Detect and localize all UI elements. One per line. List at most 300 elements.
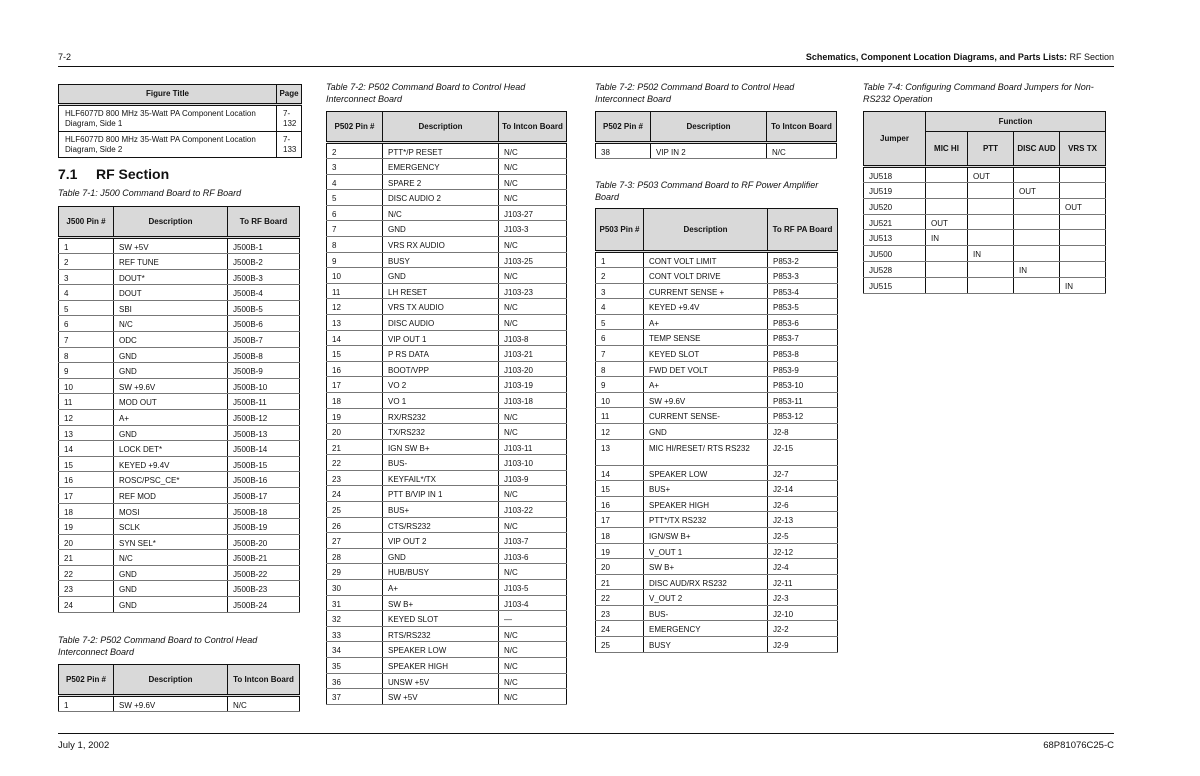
table-cell: 6 bbox=[327, 205, 383, 221]
table-cell: UNSW +5V bbox=[383, 673, 499, 689]
table-row bbox=[327, 626, 567, 642]
table-cell: — bbox=[499, 611, 567, 627]
table-cell: J2-4 bbox=[768, 559, 838, 575]
table-7-4-caption: Table 7-4: Configuring Command Board Jumpers for Non-RS232 Operation bbox=[863, 82, 1094, 104]
figures-header-title: Figure Title bbox=[59, 85, 277, 105]
table-cell: J2-11 bbox=[768, 574, 838, 590]
figures-header-page: Page bbox=[277, 85, 302, 105]
table-cell: HLF6077D 800 MHz 35-Watt PA Component Location Diagram, Side 1 bbox=[59, 105, 277, 132]
table-row bbox=[59, 597, 300, 613]
table-row bbox=[59, 409, 300, 425]
table-row bbox=[327, 595, 567, 611]
table-row bbox=[327, 548, 567, 564]
table-row bbox=[596, 590, 838, 606]
table-cell: J103-22 bbox=[499, 502, 567, 518]
table-cell: J2-8 bbox=[768, 423, 838, 439]
table-cell: ODC bbox=[114, 331, 228, 347]
table-cell: P853-3 bbox=[768, 268, 838, 284]
table-cell: BUSY bbox=[644, 637, 768, 653]
table-row bbox=[327, 346, 567, 362]
table-cell: N/C bbox=[499, 424, 567, 440]
table-cell: J103-3 bbox=[499, 221, 567, 237]
header-rule bbox=[58, 66, 1114, 67]
table-row bbox=[864, 198, 1106, 214]
table-cell: N/C bbox=[499, 564, 567, 580]
table-cell: SPEAKER LOW bbox=[383, 642, 499, 658]
table-cell: LOCK DET* bbox=[114, 441, 228, 457]
table-cell: A+ bbox=[383, 580, 499, 596]
table-cell: CURRENT SENSE + bbox=[644, 283, 768, 299]
table-cell: CONT VOLT DRIVE bbox=[644, 268, 768, 284]
table-row bbox=[59, 456, 300, 472]
table-row bbox=[59, 105, 302, 132]
table-cell: P RS DATA bbox=[383, 346, 499, 362]
table-cell: 26 bbox=[327, 517, 383, 533]
table-row bbox=[59, 238, 300, 254]
table-cell: CTS/RS232 bbox=[383, 517, 499, 533]
table-cell: SW +9.6V bbox=[114, 696, 228, 712]
table-row bbox=[596, 481, 838, 497]
running-header-section: RF Section bbox=[1069, 52, 1114, 62]
table-row bbox=[327, 486, 567, 502]
table-cell: J500B-22 bbox=[228, 565, 300, 581]
table-cell: 4 bbox=[59, 285, 114, 301]
table-7-2b-caption: Table 7-2: P502 Command Board to Control Head Interconnect Board bbox=[326, 82, 526, 104]
table-cell: 2 bbox=[596, 268, 644, 284]
table-cell: 1 bbox=[59, 238, 114, 254]
table-cell: VRS RX AUDIO bbox=[383, 236, 499, 252]
table-cell: A+ bbox=[114, 409, 228, 425]
table-cell: J500B-2 bbox=[228, 254, 300, 270]
table-cell: N/C bbox=[499, 190, 567, 206]
table-row bbox=[59, 331, 300, 347]
table-cell: J2-2 bbox=[768, 621, 838, 637]
table-cell: IGN/SW B+ bbox=[644, 527, 768, 543]
table-cell: J500B-14 bbox=[228, 441, 300, 457]
table-cell: 19 bbox=[59, 519, 114, 535]
table-cell: 11 bbox=[596, 408, 644, 424]
table-cell: 18 bbox=[327, 392, 383, 408]
table-cell: 18 bbox=[59, 503, 114, 519]
table-cell: RTS/RS232 bbox=[383, 626, 499, 642]
table-cell: 13 bbox=[59, 425, 114, 441]
table-row bbox=[59, 363, 300, 379]
table-row bbox=[596, 361, 838, 377]
table-cell: 5 bbox=[596, 314, 644, 330]
table-cell: 6 bbox=[59, 316, 114, 332]
table-cell: 2 bbox=[59, 254, 114, 270]
table-cell: N/C bbox=[499, 314, 567, 330]
table-7-2a-caption: Table 7-2: P502 Command Board to Control Head Interconnect Board bbox=[58, 635, 258, 657]
table-cell: FWD DET VOLT bbox=[644, 361, 768, 377]
table-cell: 16 bbox=[59, 472, 114, 488]
table-row bbox=[864, 214, 1106, 230]
table-row bbox=[327, 361, 567, 377]
table-cell: J500B-15 bbox=[228, 456, 300, 472]
table-7-2a-header-to: To Intcon Board bbox=[228, 665, 300, 696]
figures-table bbox=[58, 84, 302, 158]
table-cell: 8 bbox=[596, 361, 644, 377]
table-cell: IN bbox=[968, 246, 1014, 262]
table-cell bbox=[1014, 230, 1060, 246]
table-row bbox=[864, 246, 1106, 262]
table-cell: 8 bbox=[327, 236, 383, 252]
table-row bbox=[327, 236, 567, 252]
table-cell: 11 bbox=[59, 394, 114, 410]
table-cell: N/C bbox=[499, 174, 567, 190]
table-cell: N/C bbox=[499, 486, 567, 502]
table-cell: J500B-1 bbox=[228, 238, 300, 254]
table-cell: MOD OUT bbox=[114, 394, 228, 410]
table-row bbox=[596, 559, 838, 575]
table-row bbox=[327, 221, 567, 237]
table-row bbox=[59, 581, 300, 597]
table-7-3 bbox=[595, 208, 838, 653]
table-cell: 14 bbox=[59, 441, 114, 457]
table-cell: SBI bbox=[114, 300, 228, 316]
table-7-1-caption: Table 7-1: J500 Command Board to RF Board bbox=[58, 188, 242, 198]
table-cell: 3 bbox=[327, 159, 383, 175]
table-7-4-header-disc-aud: DISC AUD bbox=[1014, 132, 1060, 167]
table-cell: BOOT/VPP bbox=[383, 361, 499, 377]
table-cell: 14 bbox=[327, 330, 383, 346]
table-cell: BUS- bbox=[644, 605, 768, 621]
table-row bbox=[596, 299, 838, 315]
table-cell: J500B-4 bbox=[228, 285, 300, 301]
table-cell: J2-3 bbox=[768, 590, 838, 606]
table-cell: LH RESET bbox=[383, 283, 499, 299]
table-row bbox=[327, 299, 567, 315]
table-7-1-header-to: To RF Board bbox=[228, 207, 300, 238]
table-cell: J103-9 bbox=[499, 470, 567, 486]
table-cell: 33 bbox=[327, 626, 383, 642]
table-cell: 24 bbox=[59, 597, 114, 613]
table-cell: VRS TX AUDIO bbox=[383, 299, 499, 315]
table-cell: 12 bbox=[327, 299, 383, 315]
table-cell: TX/RS232 bbox=[383, 424, 499, 440]
table-row bbox=[59, 565, 300, 581]
table-cell: J103-11 bbox=[499, 439, 567, 455]
table-cell bbox=[1014, 214, 1060, 230]
table-cell: GND bbox=[114, 347, 228, 363]
table-cell: 17 bbox=[596, 512, 644, 528]
table-cell: TEMP SENSE bbox=[644, 330, 768, 346]
table-row bbox=[327, 470, 567, 486]
table-cell: 15 bbox=[596, 481, 644, 497]
table-row bbox=[59, 534, 300, 550]
table-row bbox=[59, 550, 300, 566]
table-cell: CURRENT SENSE- bbox=[644, 408, 768, 424]
table-cell: J500B-10 bbox=[228, 378, 300, 394]
table-7-1-header-pin: J500 Pin # bbox=[59, 207, 114, 238]
table-cell: GND bbox=[114, 597, 228, 613]
table-cell: PTT*/TX RS232 bbox=[644, 512, 768, 528]
table-cell: V_OUT 1 bbox=[644, 543, 768, 559]
table-cell: SW +9.6V bbox=[114, 378, 228, 394]
table-cell: N/C bbox=[499, 673, 567, 689]
table-cell: 19 bbox=[596, 543, 644, 559]
table-cell: OUT bbox=[1014, 183, 1060, 199]
table-cell: GND bbox=[114, 363, 228, 379]
table-cell: SW +9.6V bbox=[644, 392, 768, 408]
table-cell: 38 bbox=[596, 143, 651, 159]
table-7-4-header-vrs-tx: VRS TX bbox=[1060, 132, 1106, 167]
table-row bbox=[596, 439, 838, 465]
table-cell: 18 bbox=[596, 527, 644, 543]
table-row bbox=[327, 673, 567, 689]
table-cell: VO 1 bbox=[383, 392, 499, 408]
table-row bbox=[327, 174, 567, 190]
table-cell: 11 bbox=[327, 283, 383, 299]
table-cell: CONT VOLT LIMIT bbox=[644, 252, 768, 268]
table-cell: J500B-12 bbox=[228, 409, 300, 425]
table-row bbox=[59, 425, 300, 441]
table-cell: JU515 bbox=[864, 277, 926, 293]
table-cell: J500B-8 bbox=[228, 347, 300, 363]
table-row bbox=[864, 183, 1106, 199]
table-cell: 37 bbox=[327, 689, 383, 705]
table-7-4-header-jumper: Jumper bbox=[864, 112, 926, 167]
table-cell: 36 bbox=[327, 673, 383, 689]
table-cell: MIC HI/RESET/ RTS RS232 bbox=[644, 439, 768, 465]
table-cell: RX/RS232 bbox=[383, 408, 499, 424]
table-row bbox=[327, 408, 567, 424]
table-cell: JU528 bbox=[864, 261, 926, 277]
table-cell: J103-19 bbox=[499, 377, 567, 393]
table-row bbox=[59, 519, 300, 535]
table-cell bbox=[968, 198, 1014, 214]
table-row bbox=[327, 424, 567, 440]
table-cell: REF MOD bbox=[114, 487, 228, 503]
table-7-4-header-ptt: PTT bbox=[968, 132, 1014, 167]
table-cell: SYN SEL* bbox=[114, 534, 228, 550]
table-cell: N/C bbox=[499, 159, 567, 175]
table-cell: JU513 bbox=[864, 230, 926, 246]
table-cell: J2-5 bbox=[768, 527, 838, 543]
table-cell: N/C bbox=[499, 236, 567, 252]
table-cell: HUB/BUSY bbox=[383, 564, 499, 580]
table-7-4-header-function: Function bbox=[926, 112, 1106, 132]
table-cell: 12 bbox=[596, 423, 644, 439]
table-cell: DOUT* bbox=[114, 269, 228, 285]
table-cell: 16 bbox=[596, 496, 644, 512]
table-row bbox=[596, 605, 838, 621]
table-cell bbox=[968, 277, 1014, 293]
section-number: 7.1 bbox=[58, 166, 78, 182]
table-cell: VO 2 bbox=[383, 377, 499, 393]
table-cell bbox=[1060, 230, 1106, 246]
table-cell: REF TUNE bbox=[114, 254, 228, 270]
table-cell: BUS+ bbox=[383, 502, 499, 518]
table-7-4 bbox=[863, 111, 1106, 294]
table-cell: PTT*/P RESET bbox=[383, 143, 499, 159]
table-cell: OUT bbox=[968, 167, 1014, 183]
footer-date: July 1, 2002 bbox=[58, 740, 110, 751]
table-row bbox=[864, 230, 1106, 246]
table-7-2c-caption: Table 7-2: P502 Command Board to Control Head Interconnect Board bbox=[595, 82, 795, 104]
table-cell: EMERGENCY bbox=[383, 159, 499, 175]
table-cell: 9 bbox=[596, 377, 644, 393]
table-row bbox=[59, 441, 300, 457]
table-cell: 24 bbox=[596, 621, 644, 637]
table-cell: 9 bbox=[327, 252, 383, 268]
section-title: RF Section bbox=[96, 166, 170, 182]
table-row bbox=[327, 642, 567, 658]
table-cell: J500B-3 bbox=[228, 269, 300, 285]
table-cell: SPEAKER LOW bbox=[644, 465, 768, 481]
table-cell: N/C bbox=[499, 517, 567, 533]
table-row bbox=[596, 621, 838, 637]
table-cell bbox=[926, 183, 968, 199]
table-row bbox=[327, 564, 567, 580]
table-row bbox=[596, 465, 838, 481]
table-row bbox=[327, 205, 567, 221]
table-cell: 14 bbox=[596, 465, 644, 481]
table-cell: J103-8 bbox=[499, 330, 567, 346]
table-7-4-header-mic-hi: MIC HI bbox=[926, 132, 968, 167]
table-cell: J500B-5 bbox=[228, 300, 300, 316]
table-cell: ROSC/PSC_CE* bbox=[114, 472, 228, 488]
table-cell: J103-18 bbox=[499, 392, 567, 408]
table-row bbox=[327, 252, 567, 268]
table-7-2c-header-to: To Intcon Board bbox=[767, 112, 837, 143]
table-cell: 1 bbox=[59, 696, 114, 712]
table-cell bbox=[1014, 167, 1060, 183]
table-cell: 22 bbox=[327, 455, 383, 471]
table-row bbox=[596, 543, 838, 559]
table-7-3-caption: Table 7-3: P503 Command Board to RF Power Amplifier Board bbox=[595, 180, 819, 202]
table-cell: P853-8 bbox=[768, 345, 838, 361]
table-cell: J2-10 bbox=[768, 605, 838, 621]
table-cell: 15 bbox=[327, 346, 383, 362]
table-7-2b bbox=[326, 111, 567, 705]
table-cell: JU518 bbox=[864, 167, 926, 183]
table-cell: 31 bbox=[327, 595, 383, 611]
table-row bbox=[327, 580, 567, 596]
table-cell: 30 bbox=[327, 580, 383, 596]
table-cell: DISC AUDIO 2 bbox=[383, 190, 499, 206]
table-cell: DOUT bbox=[114, 285, 228, 301]
table-row bbox=[327, 689, 567, 705]
table-cell: N/C bbox=[499, 689, 567, 705]
table-cell: P853-7 bbox=[768, 330, 838, 346]
table-cell: 22 bbox=[59, 565, 114, 581]
table-cell: JU521 bbox=[864, 214, 926, 230]
table-cell: 3 bbox=[596, 283, 644, 299]
table-row bbox=[327, 455, 567, 471]
table-row bbox=[596, 330, 838, 346]
table-row bbox=[327, 611, 567, 627]
table-cell: KEYFAIL*/TX bbox=[383, 470, 499, 486]
table-cell: GND bbox=[644, 423, 768, 439]
table-row bbox=[596, 268, 838, 284]
table-cell: J500B-9 bbox=[228, 363, 300, 379]
table-cell bbox=[926, 277, 968, 293]
table-cell: N/C bbox=[114, 316, 228, 332]
table-row bbox=[59, 285, 300, 301]
table-row bbox=[59, 254, 300, 270]
table-row bbox=[327, 392, 567, 408]
table-cell: J500B-16 bbox=[228, 472, 300, 488]
table-row bbox=[327, 502, 567, 518]
table-cell: SCLK bbox=[114, 519, 228, 535]
table-cell: OUT bbox=[1060, 198, 1106, 214]
table-cell: J103-23 bbox=[499, 283, 567, 299]
table-cell: J2-15 bbox=[768, 439, 838, 465]
table-cell bbox=[1014, 277, 1060, 293]
table-cell: 5 bbox=[59, 300, 114, 316]
table-cell: GND bbox=[114, 425, 228, 441]
table-row bbox=[59, 269, 300, 285]
table-cell: JU500 bbox=[864, 246, 926, 262]
table-row bbox=[59, 132, 302, 158]
table-cell: 10 bbox=[327, 268, 383, 284]
table-cell: J2-13 bbox=[768, 512, 838, 528]
table-cell: 2 bbox=[327, 143, 383, 159]
table-row bbox=[864, 167, 1106, 183]
table-cell: J103-20 bbox=[499, 361, 567, 377]
table-row bbox=[59, 378, 300, 394]
table-7-2c-header-pin: P502 Pin # bbox=[596, 112, 651, 143]
table-cell: P853-11 bbox=[768, 392, 838, 408]
table-cell: BUS+ bbox=[644, 481, 768, 497]
table-cell: J103-7 bbox=[499, 533, 567, 549]
table-cell: 17 bbox=[59, 487, 114, 503]
table-cell: A+ bbox=[644, 377, 768, 393]
table-cell: OUT bbox=[926, 214, 968, 230]
table-cell bbox=[1014, 198, 1060, 214]
table-cell: 23 bbox=[59, 581, 114, 597]
table-cell: DISC AUD/RX RS232 bbox=[644, 574, 768, 590]
table-row bbox=[59, 394, 300, 410]
table-cell: P853-4 bbox=[768, 283, 838, 299]
table-row bbox=[596, 314, 838, 330]
table-row bbox=[327, 268, 567, 284]
table-cell: 21 bbox=[327, 439, 383, 455]
table-cell: P853-2 bbox=[768, 252, 838, 268]
table-cell: 4 bbox=[596, 299, 644, 315]
table-row bbox=[596, 377, 838, 393]
table-row bbox=[327, 330, 567, 346]
table-cell: 19 bbox=[327, 408, 383, 424]
table-cell: 32 bbox=[327, 611, 383, 627]
table-row bbox=[59, 472, 300, 488]
table-7-3-header-to: To RF PA Board bbox=[768, 209, 838, 252]
table-cell: 20 bbox=[596, 559, 644, 575]
table-cell bbox=[1060, 246, 1106, 262]
table-row bbox=[59, 696, 300, 712]
table-cell: 27 bbox=[327, 533, 383, 549]
table-row bbox=[327, 143, 567, 159]
table-cell: J500B-18 bbox=[228, 503, 300, 519]
table-row bbox=[864, 261, 1106, 277]
table-cell: JU519 bbox=[864, 183, 926, 199]
table-row bbox=[864, 277, 1106, 293]
table-cell: 9 bbox=[59, 363, 114, 379]
table-cell: SW B+ bbox=[644, 559, 768, 575]
table-row bbox=[596, 527, 838, 543]
table-cell: SPEAKER HIGH bbox=[383, 658, 499, 674]
table-cell: KEYED +9.4V bbox=[114, 456, 228, 472]
table-cell bbox=[968, 214, 1014, 230]
table-cell bbox=[968, 230, 1014, 246]
table-row bbox=[596, 423, 838, 439]
table-cell: N/C bbox=[767, 143, 837, 159]
table-cell bbox=[968, 183, 1014, 199]
footer-doc-number: 68P81076C25-C bbox=[1043, 740, 1114, 751]
table-cell: N/C bbox=[499, 268, 567, 284]
table-cell: J2-12 bbox=[768, 543, 838, 559]
